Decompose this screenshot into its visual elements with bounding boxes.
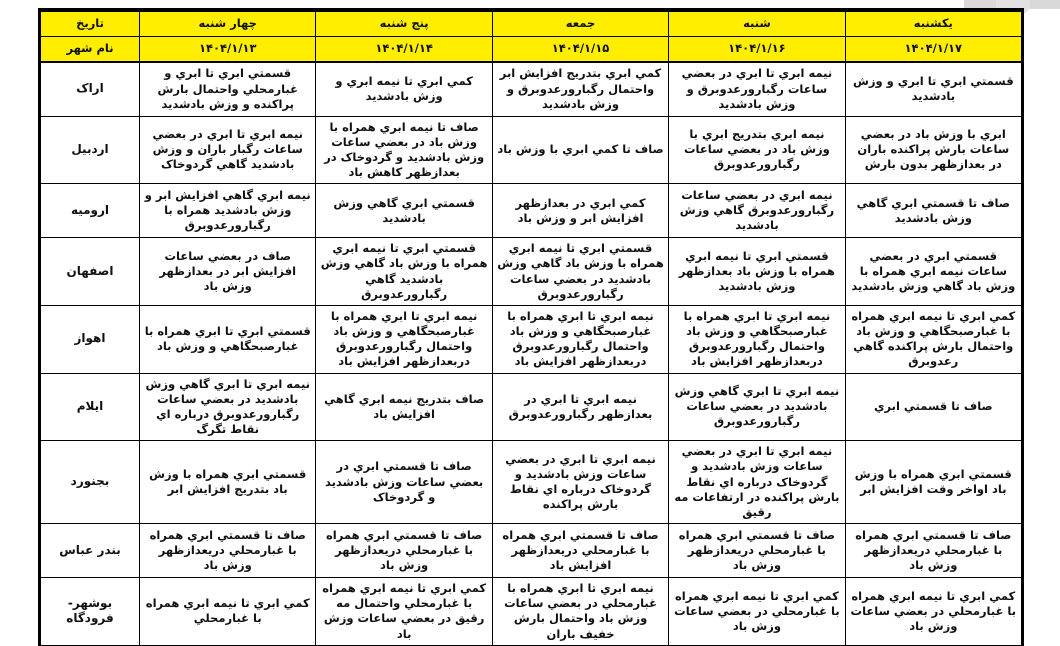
table-header	[41, 11, 1022, 62]
forecast-cell: صاف در بعضي ساعات افزايش ابر در بعدازظهر وزش باد	[140, 238, 316, 306]
forecast-cell: نيمه ابري در بعضي ساعات رگبارورعدوبرق گاهي وزش بادشديد	[669, 184, 845, 238]
forecast-cell: نيمه ابري تا ابري گاهي وزش بادشديد در بعضي ساعات رگبارورعدوبرق	[669, 373, 845, 441]
forecast-cell: صاف تا قسمتي ابري همراه با غبارمحلي دريعدازظهر وزش باد	[845, 524, 1021, 578]
city-name: ارومیه	[41, 184, 140, 238]
forecast-cell: نيمه ابري تا ابري در بعضي ساعات وزش بادشديد و گردوخاک درباره اي نقاط بارش پراکنده	[492, 441, 668, 524]
forecast-cell: صاف تا قسمتي ابري در بعضي ساعات وزش بادشديد و گردوخاک	[316, 441, 492, 524]
table-row	[41, 373, 1022, 441]
table-body	[41, 62, 1022, 645]
city-name: ایلام	[41, 373, 140, 441]
forecast-cell: نيمه ابري تا ابري همراه با غبارصبحگاهي و وزش باد واحتمال رگبارورعدوبرق دربعدازظهر افزايش باد	[492, 305, 668, 373]
forecast-cell: نيمه ابري تا ابري در بعدازظهر رگبارورعدوبرق	[492, 373, 668, 441]
forecast-cell: صاف تا قسمتي ابري گاهي وزش بادشديد	[845, 184, 1021, 238]
forecast-table-container	[40, 10, 1022, 646]
header-row-dates	[41, 37, 1022, 63]
forecast-cell: نيمه ابري بتدريج ابري با وزش باد در بعضي ساعات رگبارورعدوبرق	[669, 116, 845, 184]
city-name: بندر عباس	[41, 524, 140, 578]
forecast-cell: قسمتي ابري تا ابري و وزش بادشديد	[845, 62, 1021, 116]
table-row	[41, 238, 1022, 306]
header-date-2: ۱۴۰۴/۱/۱۴	[316, 37, 492, 63]
weather-forecast-table	[40, 10, 1022, 646]
forecast-cell: قسمتي ابري همراه با وزش باد اواخر وقت افزايش ابر	[845, 441, 1021, 524]
forecast-cell: کمي ابري بتدريج افزايش ابر واحتمال رگبارورعدوبرق و وزش بادشديد	[492, 62, 668, 116]
header-day-5: یکشنبه	[845, 11, 1021, 37]
forecast-cell: صاف بتدريج نيمه ابري گاهي افزايش باد	[316, 373, 492, 441]
header-day-4: شنبه	[669, 11, 845, 37]
forecast-cell: ابري با وزش باد در بعضي ساعات بارش پراکنده باران در بعدازظهر بدون بارش	[845, 116, 1021, 184]
header-date-1: ۱۴۰۴/۱/۱۳	[140, 37, 316, 63]
forecast-cell: قسمتي ابري تا نيمه ابري همراه با وزش باد گاهي وزش بادشديد گاهي رگبارورعدوبرق	[316, 238, 492, 306]
city-name: بجنورد	[41, 441, 140, 524]
table-row	[41, 441, 1022, 524]
header-label-city: نام شهر	[41, 37, 140, 63]
forecast-cell: قسمتي ابري تا ابري همراه با غبارصبحگاهي و وزش باد	[140, 305, 316, 373]
table-row	[41, 184, 1022, 238]
forecast-cell: نيمه ابري تا ابري در بعضي ساعات وزش بادشديد و گردوخاک درباره اي نقاط بارش پراکنده در ارتفاعات مه رقیق	[669, 441, 845, 524]
forecast-cell: صاف تا قسمتي ابري همراه با غبارمحلي دريعدازظهر افزايش باد	[492, 524, 668, 578]
forecast-cell: کمي ابري در بعدازظهر افزايش ابر و وزش باد	[492, 184, 668, 238]
forecast-cell: نيمه ابري تا ابري همراه با غبارصبحگاهي و وزش باد واحتمال رگبارورعدوبرق دربعدازظهر افزايش باد	[316, 305, 492, 373]
city-name: اصفهان	[41, 238, 140, 306]
header-label-date: تاریخ	[41, 11, 140, 37]
forecast-cell: کمي ابري تا نيمه ابري همراه با غبارمحلي واحتمال مه رقيق در بعضي ساعات وزش باد	[316, 578, 492, 646]
forecast-cell: نيمه ابري تا ابري گاهي وزش بادشديد در بعضي ساعات رگبارورعدوبرق درباره اي نقاط تگرگ	[140, 373, 316, 441]
city-name: اهواز	[41, 305, 140, 373]
header-date-4: ۱۴۰۴/۱/۱۶	[669, 37, 845, 63]
forecast-cell: نيمه ابري تا ابري همراه با غبارصبحگاهي و وزش باد واحتمال رگبارورعدوبرق دربعدازظهر افزايش باد	[669, 305, 845, 373]
header-day-2: پنج شنبه	[316, 11, 492, 37]
forecast-cell: صاف تا نيمه ابري همراه با وزش باد در بعضي ساعات وزش بادشديد و گردوخاک در بعدازظهر کاهش باد	[316, 116, 492, 184]
forecast-cell: کمي ابري تا نيمه ابري و وزش بادشديد	[316, 62, 492, 116]
forecast-cell: صاف تا قسمتي ابري همراه با غبارمحلي دريعدازظهر وزش باد	[140, 524, 316, 578]
forecast-cell: نيمه ابري تا ابري در بعضي ساعات رگبار باران و وزش بادشديد گاهي گردوخاک	[140, 116, 316, 184]
city-name: اردبیل	[41, 116, 140, 184]
forecast-cell: صاف تا قسمتي ابري همراه با غبارمحلي دريعدازظهر وزش باد	[316, 524, 492, 578]
forecast-cell: کمي ابري تا نيمه ابري همراه با غبارمحلي	[140, 578, 316, 646]
forecast-cell: قسمتي ابري تا نيمه ابري همراه با وزش باد بعدازظهر وزش بادشديد	[669, 238, 845, 306]
header-date-5: ۱۴۰۴/۱/۱۷	[845, 37, 1021, 63]
forecast-cell: نيمه ابري تا ابري همراه با غبارمحلي در بعضي ساعات وزش باد واحتمال بارش خفيف باران	[492, 578, 668, 646]
header-date-3: ۱۴۰۴/۱/۱۵	[492, 37, 668, 63]
table-row	[41, 62, 1022, 116]
forecast-cell: قسمتي ابري گاهي وزش بادشديد	[316, 184, 492, 238]
header-row-days	[41, 11, 1022, 37]
table-row	[41, 524, 1022, 578]
forecast-cell: کمي ابري تا نيمه ابري همراه با غبارمحلي در بعضي ساعات وزش باد	[845, 578, 1021, 646]
forecast-cell: صاف تا کمي ابري با وزش باد	[492, 116, 668, 184]
table-row	[41, 116, 1022, 184]
header-day-3: جمعه	[492, 11, 668, 37]
forecast-cell: کمي ابري تا نيمه ابري همراه با غبارمحلي در بعضي ساعات وزش باد	[669, 578, 845, 646]
city-name: اراک	[41, 62, 140, 116]
forecast-cell: قسمتي ابري در بعضي ساعات نيمه ابري همراه با وزش باد گاهي وزش بادشديد	[845, 238, 1021, 306]
forecast-cell: نيمه ابري تا ابري در بعضي ساعات رگبارورعدوبرق و وزش بادشديد	[669, 62, 845, 116]
header-day-1: چهار شنبه	[140, 11, 316, 37]
forecast-cell: قسمتي ابري همراه با وزش باد بتدريج افزايش ابر	[140, 441, 316, 524]
forecast-cell: قسمتي ابري تا نيمه ابري همراه با وزش باد گاهي وزش بادشديد در بعضي ساعات رگبارورعدوبرق	[492, 238, 668, 306]
forecast-cell: کمي ابري تا نيمه ابري همراه با غبارصبحگاهي و وزش باد واحتمال بارش پراکنده گاهي رعدوبرق	[845, 305, 1021, 373]
forecast-cell: صاف تا قسمتي ابري همراه با غبارمحلي دريعدازظهر وزش باد	[669, 524, 845, 578]
table-row	[41, 305, 1022, 373]
forecast-cell: صاف تا قسمتي ابري	[845, 373, 1021, 441]
forecast-cell: قسمتي ابري تا ابري و غبارمحلي واحتمال بارش پراکنده و وزش بادشديد	[140, 62, 316, 116]
city-name: بوشهر- فرودگاه	[41, 578, 140, 646]
forecast-cell: نيمه ابري گاهي افزايش ابر و وزش بادشديد همراه با رگبارورعدوبرق	[140, 184, 316, 238]
table-row	[41, 578, 1022, 646]
